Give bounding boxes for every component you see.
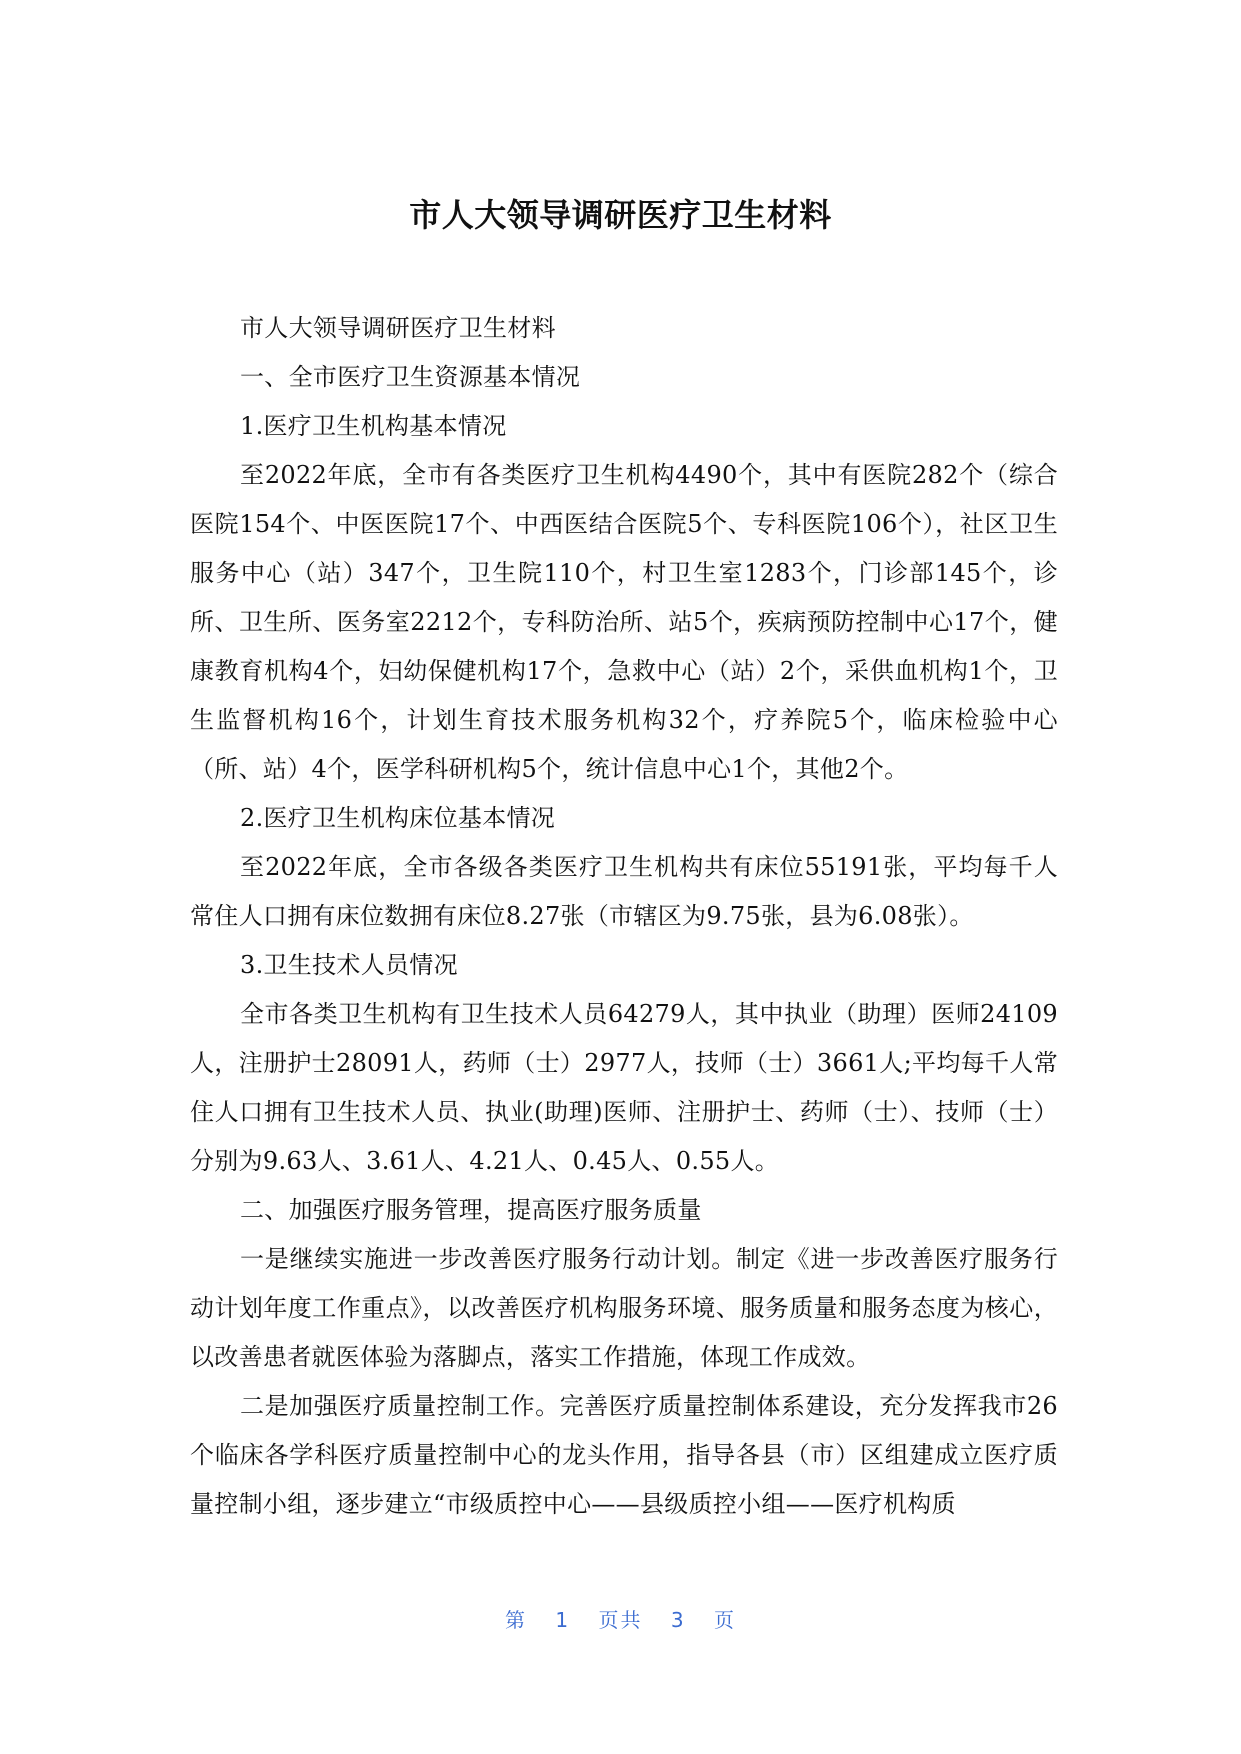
subsection-heading: 3.卫生技术人员情况 [240,951,458,979]
page-label-suffix: 页 [713,1608,736,1632]
document-body [190,304,1058,1529]
paragraph: 二是加强医疗质量控制工作。完善医疗质量控制体系建设，充分发挥我市26个临床各学科医疗质量控制中心的龙头作用，指导各县（市）区组建成立医疗质量控制小组，逐步建立“市级质控中心——县级质控小组——医疗机构质 [190,1392,1058,1518]
subsection-heading: 2.医疗卫生机构床位基本情况 [240,804,556,832]
paragraph: 至2022年底，全市有各类医疗卫生机构4490个，其中有医院282个（综合医院154个、中医医院17个、中西医结合医院5个、专科医院106个），社区卫生服务中心（站）347个，卫生院110个，村卫生室1283个，门诊部145个，诊所、卫生所、医务室2212个，专科防治所、站5个，疾病预防控制中心17个，健康教育机构4个，妇幼保健机构17个，急救中心（站）2个，采供血机构1个，卫生监督机构16个，计划生育技术服务机构32个，疗养院5个，临床检验中心（所、站）4个，医学科研机构5个，统计信息中心1个，其他2个。 [190,461,1058,783]
paragraph: 至2022年底，全市各级各类医疗卫生机构共有床位55191张，平均每千人常住人口拥有床位数拥有床位8.27张（市辖区为9.75张，县为6.08张）。 [190,853,1058,930]
total-pages-number: 3 [670,1608,686,1632]
page-label-middle: 页共 [598,1608,643,1632]
document-title: 市人大领导调研医疗卫生材料 [409,196,832,234]
page-label-prefix: 第 [505,1608,528,1632]
subsection-heading: 1.医疗卫生机构基本情况 [240,412,507,440]
paragraph: 全市各类卫生机构有卫生技术人员64279人，其中执业（助理）医师24109人，注册护士28091人，药师（士）2977人，技师（士）3661人;平均每千人常住人口拥有卫生技术人员、执业(助理)医师、注册护士、药师（士）、技师（士）分别为9.63人、3.61人、4.21人、0.45人、0.55人。 [190,1000,1058,1175]
section-heading: 二、加强医疗服务管理，提高医疗服务质量 [240,1196,702,1224]
page-footer [0,1604,1241,1633]
section-heading: 一、全市医疗卫生资源基本情况 [240,363,581,391]
current-page-number: 1 [555,1608,571,1632]
paragraph: 一是继续实施进一步改善医疗服务行动计划。制定《进一步改善医疗服务行动计划年度工作重点》，以改善医疗机构服务环境、服务质量和服务态度为核心，以改善患者就医体验为落脚点，落实工作措施，体现工作成效。 [190,1245,1058,1371]
paragraph: 市人大领导调研医疗卫生材料 [240,314,556,342]
